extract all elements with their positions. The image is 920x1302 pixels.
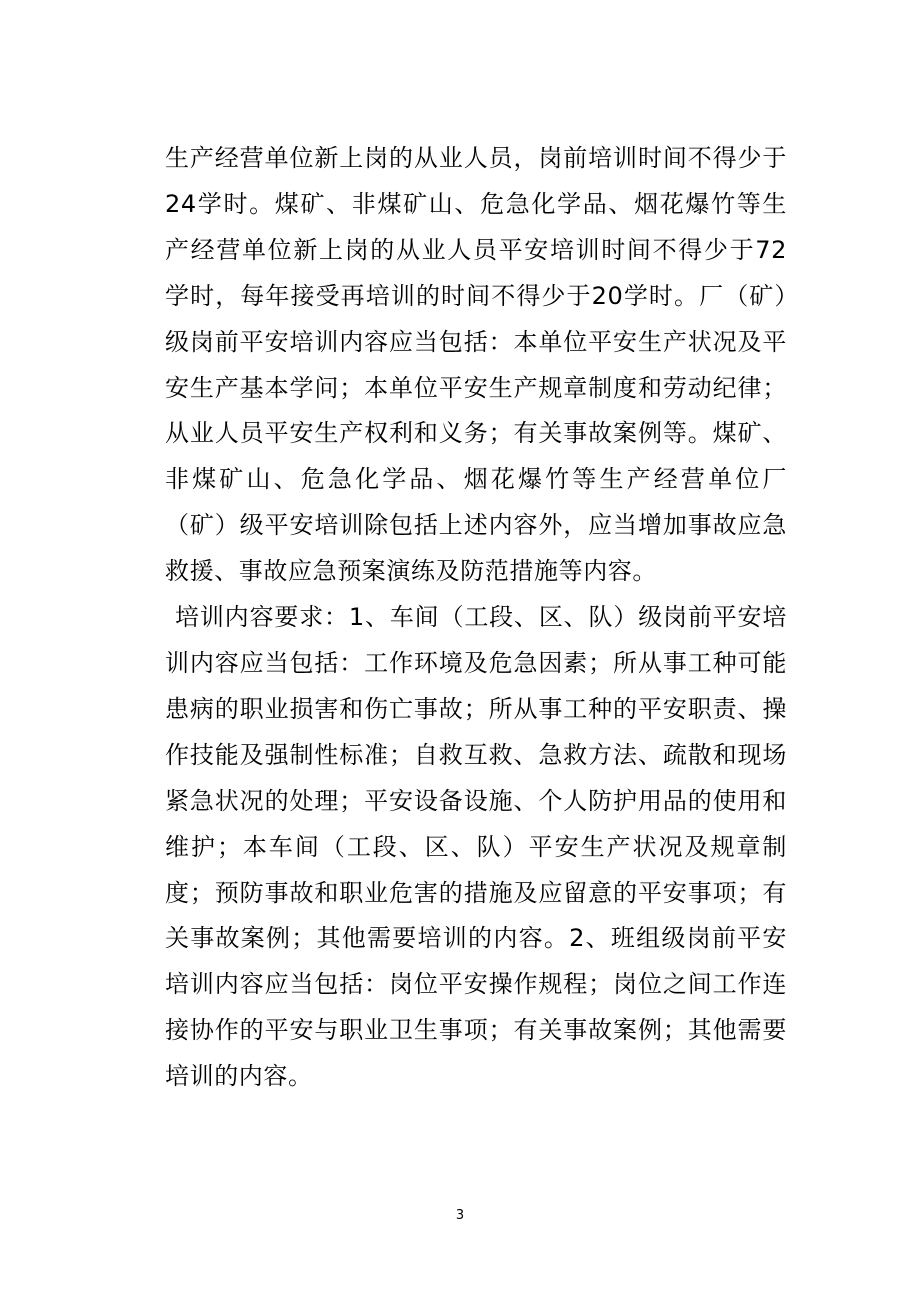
page-number: 3 xyxy=(455,1208,465,1223)
paragraph-training-hours: 生产经营单位新上岗的从业人员，岗前培训时间不得少于24学时。煤矿、非煤矿山、危急化学品、烟花爆竹等生产经营单位新上岗的从业人员平安培训时间不得少于72学时，每年接受再培训的时间不得少于20学时。厂（矿）级岗前平安培训内容应当包括：本单位平安生产状况及平安生产基本学问；本单位平安生产规章制度和劳动纪律；从业人员平安生产权利和义务；有关事故案例等。煤矿、非煤矿山、危急化学品、烟花爆竹等生产经营单位厂（矿）级平安培训除包括上述内容外，应当增加事故应急救援、事故应急预案演练及防范措施等内容。 xyxy=(165,144,787,586)
paragraph-training-content-requirements: 培训内容要求：1、车间（工段、区、队）级岗前平安培训内容应当包括：工作环境及危急因素；所从事工种可能患病的职业损害和伤亡事故；所从事工种的平安职责、操作技能及强制性标准；自救互救、急救方法、疏散和现场紧急状况的处理；平安设备设施、个人防护用品的使用和维护；本车间（工段、区、队）平安生产状况及规章制度；预防事故和职业危害的措施及应留意的平安事项；有关事故案例；其他需要培训的内容。2、班组级岗前平安培训内容应当包括：岗位平安操作规程；岗位之间工作连接协作的平安与职业卫生事项；有关事故案例；其他需要培训的内容。 xyxy=(165,603,787,1091)
document-body xyxy=(165,136,787,1100)
